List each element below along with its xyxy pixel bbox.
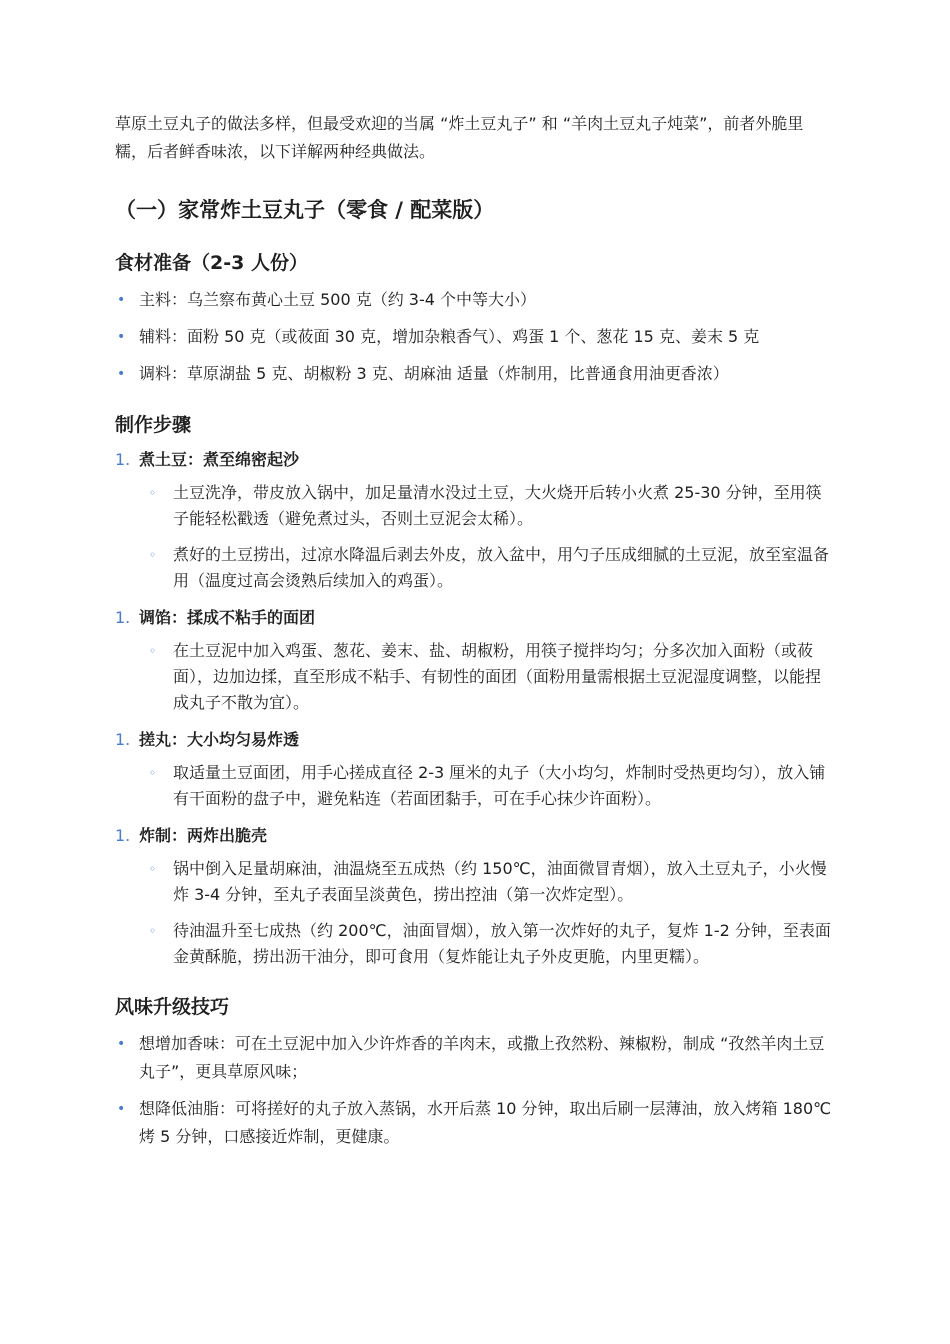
list-item — [115, 1030, 835, 1086]
detail-item — [115, 480, 835, 532]
bullet-dot-icon: • — [117, 292, 126, 308]
step-details — [115, 480, 835, 594]
step-item — [115, 822, 835, 970]
step-item — [115, 726, 835, 812]
ring-bullet-icon: ◦ — [149, 486, 157, 500]
step-header — [115, 822, 835, 850]
step-title: 煮土豆：煮至绵密起沙 — [139, 450, 300, 469]
step-number: 1. — [115, 730, 131, 749]
bullet-dot-icon: • — [117, 1036, 126, 1052]
step-header — [115, 604, 835, 632]
list-item — [115, 286, 835, 314]
step-header — [115, 446, 835, 474]
intro-paragraph: 草原土豆丸子的做法多样，但最受欢迎的当属 “炸土豆丸子” 和 “羊肉土豆丸子炖菜”，前者外脆里糯，后者鲜香味浓，以下详解两种经典做法。 — [115, 114, 804, 161]
tips-list — [115, 1030, 835, 1151]
list-item-text: 想增加香味：可在土豆泥中加入少许炸香的羊肉末，或撒上孜然粉、辣椒粉，制成 “孜然羊肉土豆丸子”，更具草原风味； — [139, 1034, 825, 1081]
section-title: （一）家常炸土豆丸子（零食 / 配菜版） — [115, 198, 495, 222]
list-item-text: 辅料：面粉 50 克（或莜面 30 克，增加杂粮香气）、鸡蛋 1 个、葱花 15 克、姜末 5 克 — [139, 327, 760, 346]
step-details — [115, 856, 835, 970]
detail-item — [115, 760, 835, 812]
detail-text: 待油温升至七成热（约 200℃，油面冒烟），放入第一次炸好的丸子，复炸 1-2 分钟，至表面金黄酥脆，捞出沥干油分，即可食用（复炸能让丸子外皮更脆，内里更糯）。 — [173, 921, 831, 966]
bullet-dot-icon: • — [117, 329, 126, 345]
steps-list — [115, 446, 835, 970]
detail-item — [115, 638, 835, 716]
step-number: 1. — [115, 826, 131, 845]
bullet-dot-icon: • — [117, 1101, 126, 1117]
detail-item — [115, 856, 835, 908]
list-item — [115, 1095, 835, 1151]
step-header — [115, 726, 835, 754]
detail-text: 取适量土豆面团，用手心搓成直径 2-3 厘米的丸子（大小均匀，炸制时受热更均匀），放入铺有干面粉的盘子中，避免粘连（若面团黏手，可在手心抹少许面粉）。 — [173, 763, 826, 808]
ingredients-heading: 食材准备（2-3 人份） — [115, 252, 308, 274]
step-item — [115, 446, 835, 594]
ring-bullet-icon: ◦ — [149, 548, 157, 562]
detail-text: 煮好的土豆捞出，过凉水降温后剥去外皮，放入盆中，用勺子压成细腻的土豆泥，放至室温备用（温度过高会烫熟后续加入的鸡蛋）。 — [173, 545, 830, 590]
step-details — [115, 638, 835, 716]
step-title: 搓丸：大小均匀易炸透 — [139, 730, 300, 749]
list-item-text: 想降低油脂：可将搓好的丸子放入蒸锅，水开后蒸 10 分钟，取出后刷一层薄油，放入烤箱 180℃烤 5 分钟，口感接近炸制，更健康。 — [139, 1099, 832, 1146]
step-title: 调馅：揉成不粘手的面团 — [139, 608, 316, 627]
list-item-text: 主料：乌兰察布黄心土豆 500 克（约 3-4 个中等大小） — [139, 290, 537, 309]
steps-heading: 制作步骤 — [115, 414, 192, 436]
step-number: 1. — [115, 450, 131, 469]
ring-bullet-icon: ◦ — [149, 862, 157, 876]
tips-heading: 风味升级技巧 — [115, 996, 230, 1018]
list-item-text: 调料：草原湖盐 5 克、胡椒粉 3 克、胡麻油 适量（炸制用，比普通食用油更香浓） — [139, 364, 729, 383]
list-item — [115, 323, 835, 351]
detail-item — [115, 542, 835, 594]
list-item — [115, 360, 835, 388]
detail-text: 土豆洗净，带皮放入锅中，加足量清水没过土豆，大火烧开后转小火煮 25-30 分钟，至用筷子能轻松戳透（避免煮过头，否则土豆泥会太稀）。 — [173, 483, 822, 528]
ingredients-list — [115, 286, 835, 388]
detail-text: 锅中倒入足量胡麻油，油温烧至五成热（约 150℃，油面微冒青烟），放入土豆丸子，小火慢炸 3-4 分钟，至丸子表面呈淡黄色，捞出控油（第一次炸定型）。 — [173, 859, 827, 904]
ring-bullet-icon: ◦ — [149, 644, 157, 658]
step-details — [115, 760, 835, 812]
step-title: 炸制：两炸出脆壳 — [139, 826, 268, 845]
bullet-dot-icon: • — [117, 366, 126, 382]
detail-item — [115, 918, 835, 970]
detail-text: 在土豆泥中加入鸡蛋、葱花、姜末、盐、胡椒粉，用筷子搅拌均匀；分多次加入面粉（或莜面），边加边揉，直至形成不粘手、有韧性的面团（面粉用量需根据土豆泥湿度调整，以能捏成丸子不散为宜）。 — [173, 641, 822, 712]
step-item — [115, 604, 835, 716]
step-number: 1. — [115, 608, 131, 627]
ring-bullet-icon: ◦ — [149, 766, 157, 780]
ring-bullet-icon: ◦ — [149, 924, 157, 938]
